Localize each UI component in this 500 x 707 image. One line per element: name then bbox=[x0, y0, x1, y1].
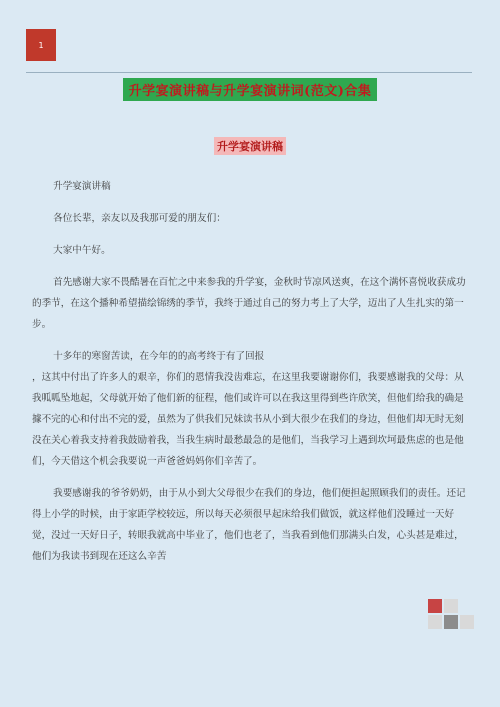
decor-square bbox=[444, 599, 458, 613]
header-divider bbox=[26, 72, 472, 73]
section-title-text: 升学宴演讲稿 bbox=[214, 137, 286, 155]
page-number-badge bbox=[26, 29, 56, 61]
corner-decoration bbox=[428, 599, 474, 635]
document-title bbox=[0, 78, 500, 101]
section-title bbox=[0, 135, 500, 155]
decor-square bbox=[444, 615, 458, 629]
paragraph: 我要感谢我的爷爷奶奶，由于从小到大父母很少在我们的身边，他们便担起照顾我们的责任。还记得上小学的时候，由于家距学校较远，所以每天必须很早起床给我们做饭，就这样他们没睡过一天好觉，没过一天好日子，转眼我就高中毕业了，他们也老了，当我看到他们那满头白发，心头甚是难过，他们为我读书到现在还这么辛苦 bbox=[32, 488, 466, 562]
paragraph: 大家中午好。 bbox=[53, 245, 111, 256]
decor-square bbox=[428, 615, 442, 629]
paragraph: 十多年的寒窗苦读，在今年的的高考终于有了回报 bbox=[53, 351, 265, 362]
paragraph: 升学宴演讲稿 bbox=[53, 181, 111, 192]
paragraph: 各位长辈，亲友以及我那可爱的朋友们： bbox=[53, 213, 226, 224]
paragraph: 首先感谢大家不畏酷暑在百忙之中来参我的升学宴，金秋时节凉风送爽，在这个满怀喜悦收获成功的季节，在这个播种希望描绘锦绣的季节，我终于通过自己的努力考上了大学，迈出了人生扎实的第一步。 bbox=[32, 277, 466, 330]
decor-square bbox=[460, 615, 474, 629]
document-title-text: 升学宴演讲稿与升学宴演讲词(范文)合集 bbox=[123, 78, 378, 101]
document-body bbox=[32, 176, 467, 567]
decor-square bbox=[428, 599, 442, 613]
page-number: 1 bbox=[38, 40, 44, 50]
paragraph: ，这其中付出了许多人的艰辛，你们的恩情我没齿难忘，在这里我要谢谢你们，我要感谢我的父母：从我呱呱坠地起，父母就开始了他们新的征程，他们或许可以在我这里得到些许欣笑，但他们给我的确是據不完的心和付出不完的爱，虽然为了供我们兄妹读书从小到大很少在我们的身边，但他们却无时无刻没在关心着我支持着我鼓励着我，当我生病时最愁最急的是他们，当我学习上遇到坎坷最焦虑的也是他们，今天借这个机会我要说一声爸爸妈妈你们辛苦了。 bbox=[32, 372, 464, 467]
